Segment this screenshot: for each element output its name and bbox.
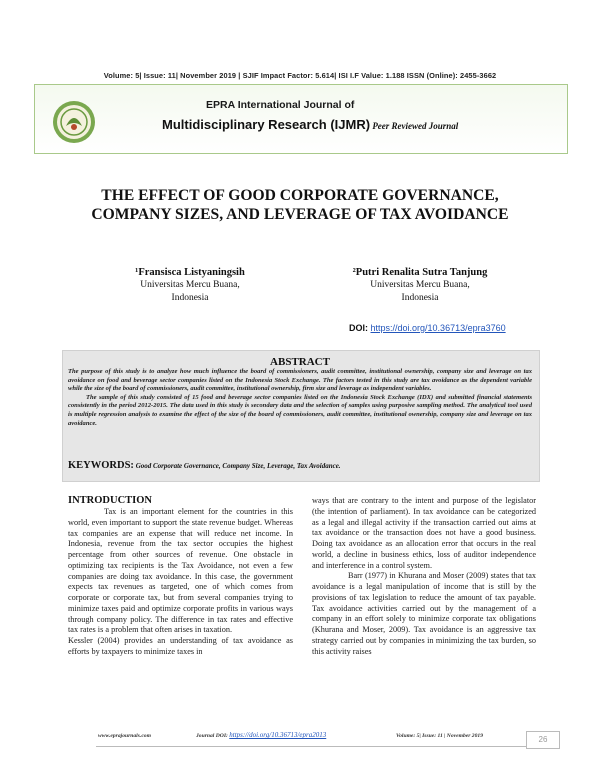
abstract-text	[68, 368, 532, 428]
left-column	[68, 507, 293, 658]
journal-name-line1: EPRA International Journal of	[206, 99, 355, 111]
doi-link[interactable]: https://doi.org/10.36713/epra3760	[370, 323, 506, 333]
footer-doi	[196, 731, 326, 739]
abstract-heading: ABSTRACT	[270, 356, 330, 368]
author-name: ¹Fransisca Listyaningsih	[135, 267, 245, 278]
keywords-label: KEYWORDS:	[68, 460, 134, 471]
doi-line	[349, 323, 506, 333]
footer-volume: Volume: 5| Issue: 11 | November 2019	[396, 733, 483, 739]
epra-logo-icon	[52, 100, 96, 144]
author-name: ²Putri Renalita Sutra Tanjung	[352, 267, 488, 278]
body-paragraph: Barr (1977) in Khurana and Moser (2009) states that tax avoidance is a legal manipulation of income that is still by the provisions of tax legislation to reduce the amount of tax payable. Tax avoidance activities carried out by the management of a company in an effort solely to minimize corporate tax obligations (Khurana and Moser, 2009). Tax avoidance is an aggressive tax strategy carried out by companies in minimizing the tax burden, so this activity raises	[312, 571, 536, 656]
title-line: COMPANY SIZES, AND LEVERAGE OF TAX AVOIDANCE	[91, 206, 509, 223]
body-paragraph: Tax is an important element for the countries in this world, even important to support the state revenue budget. Whereas tax companies are an expense that will reduce net income. In Indonesia, revenue from the tax sector occupies the highest percentage from other sources of revenue. One obstacle in optimizing tax recipients is the Tax Avoidance, not even a few companies are doing tax avoidance. In this case, the government expects tax revenues as targeted, one of which comes from corporate or corporate tax, but from several companies trying to minimize taxes paid and optimize corporate profits in various ways through company policy. The difference in tax rates and effective tax rates is a problem that often arises in taxation.	[68, 507, 293, 635]
journal-title: Multidisciplinary Research (IJMR)	[162, 117, 371, 132]
abstract-paragraph: The purpose of this study is to analyze how much influence the board of commissioners, audit committee, institutional ownership, company size and leverage on tax avoidance on food and beverage sector companies listed on the Indonesia Stock Exchange. The factors tested in this study are tax avoidance as the dependent variable while the size of the board of commissioners, audit committee, institutional ownership, firm size and leverage as independent variables.	[68, 368, 532, 393]
footer-doi-label: Journal DOI:	[196, 733, 228, 739]
keywords-line	[68, 460, 536, 471]
journal-name-line2	[162, 117, 458, 132]
paper-title	[30, 186, 570, 224]
doi-label: DOI:	[349, 323, 368, 333]
right-column	[312, 496, 536, 657]
author-block-2	[310, 266, 530, 305]
peer-reviewed-label: Peer Reviewed Journal	[370, 121, 459, 131]
journal-meta-line: Volume: 5| Issue: 11| November 2019 | SJIF Impact Factor: 5.614| ISI I.F Value: 1.188 ISSN (Online): 2455-3662	[103, 71, 497, 80]
abstract-paragraph: The sample of this study consisted of 15 food and beverage sector companies listed on the Indonesia Stock Exchange (IDX) and submitted financial statements consistently in the period 2012-2015. The data used in this study is secondary data and the selection of samples using purposive sampling method. The analytical tool used is multiple regression analysis to examine the effect of the size of the board of commissioners, audit committee, institutional ownership, company size and leverage on tax avoidance.	[68, 393, 532, 427]
author-affiliation: Universitas Mercu Buana,	[370, 280, 470, 290]
author-country: Indonesia	[171, 293, 209, 303]
footer-doi-link[interactable]: https://doi.org/10.36713/epra2013	[229, 731, 327, 739]
author-country: Indonesia	[401, 293, 439, 303]
body-paragraph: ways that are contrary to the intent and purpose of the legislator (the intention of parliament). In tax avoidance can be categorized as a legal and illegal activity if the transaction carried out aims at tax avoidance or the transaction does not have a good business. Doing tax avoidance as an allocation error that occurs in the real world, a decline in business ethics, loss of auditor independence and interference in a control system.	[312, 496, 536, 570]
author-block-1	[80, 266, 300, 305]
footer-divider	[96, 746, 526, 747]
page-number: 26	[526, 731, 560, 749]
footer-site: www.eprajournals.com	[98, 733, 151, 739]
introduction-heading: INTRODUCTION	[68, 495, 153, 506]
author-affiliation: Universitas Mercu Buana,	[140, 280, 240, 290]
keywords-value: Good Corporate Governance, Company Size, Leverage, Tax Avoidance.	[133, 462, 341, 470]
body-paragraph: Kessler (2004) provides an understanding of tax avoidance as efforts by taxpayers to minimize taxes in	[68, 636, 293, 656]
title-line: THE EFFECT OF GOOD CORPORATE GOVERNANCE,	[101, 187, 499, 204]
